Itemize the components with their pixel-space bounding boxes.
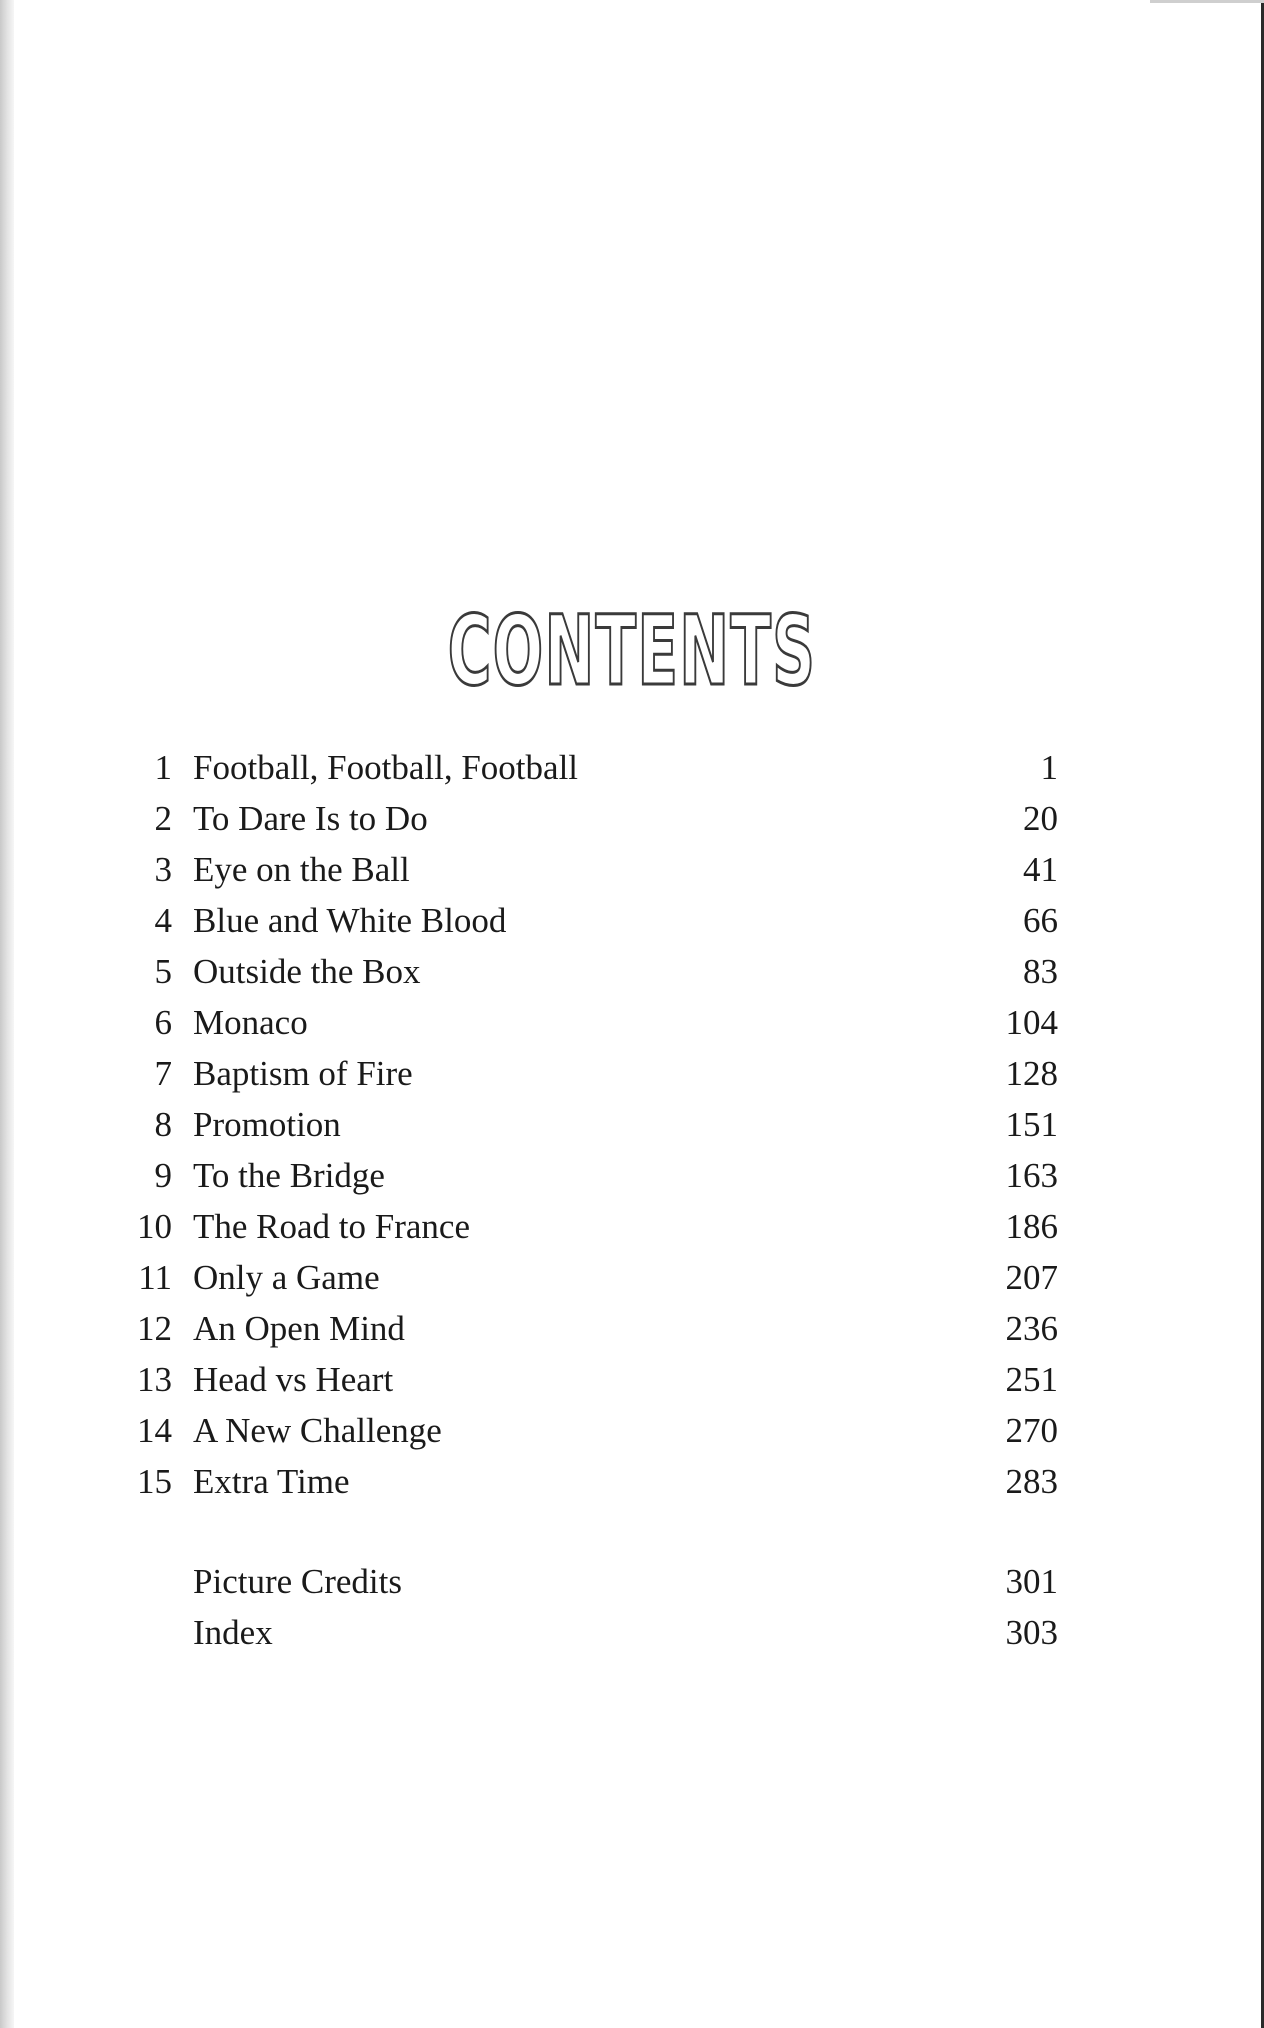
page-number: 301 bbox=[1005, 1562, 1058, 1601]
page-number: 104 bbox=[1005, 1003, 1058, 1042]
chapter-number: 11 bbox=[138, 1258, 172, 1297]
chapter-title: To the Bridge bbox=[193, 1156, 385, 1195]
toc-entry-index[interactable] bbox=[0, 1607, 1264, 1658]
chapter-title: Blue and White Blood bbox=[193, 901, 507, 940]
toc-entry[interactable] bbox=[0, 1201, 1264, 1252]
toc-entry[interactable] bbox=[0, 844, 1264, 895]
chapter-title: An Open Mind bbox=[193, 1309, 405, 1348]
chapter-title: Extra Time bbox=[193, 1462, 350, 1501]
chapter-number: 3 bbox=[154, 850, 172, 889]
toc-entry[interactable] bbox=[0, 793, 1264, 844]
table-of-contents bbox=[0, 742, 1264, 1507]
chapter-title: To Dare Is to Do bbox=[193, 799, 428, 838]
page-title: CONTENTS bbox=[447, 595, 817, 708]
page-number: 1 bbox=[1040, 748, 1058, 787]
chapter-number: 15 bbox=[137, 1462, 172, 1501]
chapter-number: 5 bbox=[154, 952, 172, 991]
chapter-title: Promotion bbox=[193, 1105, 341, 1144]
chapter-title: Eye on the Ball bbox=[193, 850, 410, 889]
toc-entry[interactable] bbox=[0, 997, 1264, 1048]
toc-entry[interactable] bbox=[0, 1099, 1264, 1150]
chapter-number: 4 bbox=[154, 901, 172, 940]
page-number: 41 bbox=[1023, 850, 1058, 889]
page-number: 186 bbox=[1005, 1207, 1058, 1246]
toc-entry[interactable] bbox=[0, 1456, 1264, 1507]
chapter-number: 14 bbox=[137, 1411, 172, 1450]
page-number: 303 bbox=[1005, 1613, 1058, 1652]
chapter-title: Monaco bbox=[193, 1003, 308, 1042]
chapter-title: Head vs Heart bbox=[193, 1360, 394, 1399]
page-number: 251 bbox=[1005, 1360, 1058, 1399]
chapter-title: The Road to France bbox=[193, 1207, 470, 1246]
page-number: 83 bbox=[1023, 952, 1058, 991]
chapter-title: Only a Game bbox=[193, 1258, 380, 1297]
chapter-title: Football, Football, Football bbox=[193, 748, 579, 787]
chapter-title: Baptism of Fire bbox=[193, 1054, 413, 1093]
back-matter-title: Index bbox=[193, 1613, 273, 1652]
page-number: 270 bbox=[1005, 1411, 1058, 1450]
back-matter-title: Picture Credits bbox=[193, 1562, 402, 1601]
toc-entry[interactable] bbox=[0, 1048, 1264, 1099]
chapter-number: 1 bbox=[154, 748, 172, 787]
chapter-title: A New Challenge bbox=[193, 1411, 442, 1450]
chapter-number: 13 bbox=[137, 1360, 172, 1399]
page-number: 236 bbox=[1005, 1309, 1058, 1348]
toc-entry[interactable] bbox=[0, 946, 1264, 997]
toc-entry[interactable] bbox=[0, 1354, 1264, 1405]
toc-entry[interactable] bbox=[0, 1150, 1264, 1201]
toc-entry[interactable] bbox=[0, 1405, 1264, 1456]
page-number: 283 bbox=[1005, 1462, 1058, 1501]
page-number: 207 bbox=[1005, 1258, 1058, 1297]
scan-shadow bbox=[1150, 0, 1264, 3]
page-number: 20 bbox=[1023, 799, 1058, 838]
back-matter-list bbox=[0, 1556, 1264, 1658]
chapter-number: 9 bbox=[154, 1156, 172, 1195]
chapter-number: 7 bbox=[154, 1054, 172, 1093]
toc-entry[interactable] bbox=[0, 1252, 1264, 1303]
chapter-number: 2 bbox=[154, 799, 172, 838]
page-number: 151 bbox=[1005, 1105, 1058, 1144]
chapter-number: 6 bbox=[154, 1003, 172, 1042]
chapter-number: 8 bbox=[154, 1105, 172, 1144]
toc-entry[interactable] bbox=[0, 742, 1264, 793]
page-number: 66 bbox=[1023, 901, 1058, 940]
chapter-number: 12 bbox=[137, 1309, 172, 1348]
toc-entry[interactable] bbox=[0, 895, 1264, 946]
chapter-title: Outside the Box bbox=[193, 952, 421, 991]
page-number: 163 bbox=[1005, 1156, 1058, 1195]
toc-entry[interactable] bbox=[0, 1303, 1264, 1354]
toc-entry-picture-credits[interactable] bbox=[0, 1556, 1264, 1607]
page-number: 128 bbox=[1005, 1054, 1058, 1093]
chapter-number: 10 bbox=[137, 1207, 172, 1246]
